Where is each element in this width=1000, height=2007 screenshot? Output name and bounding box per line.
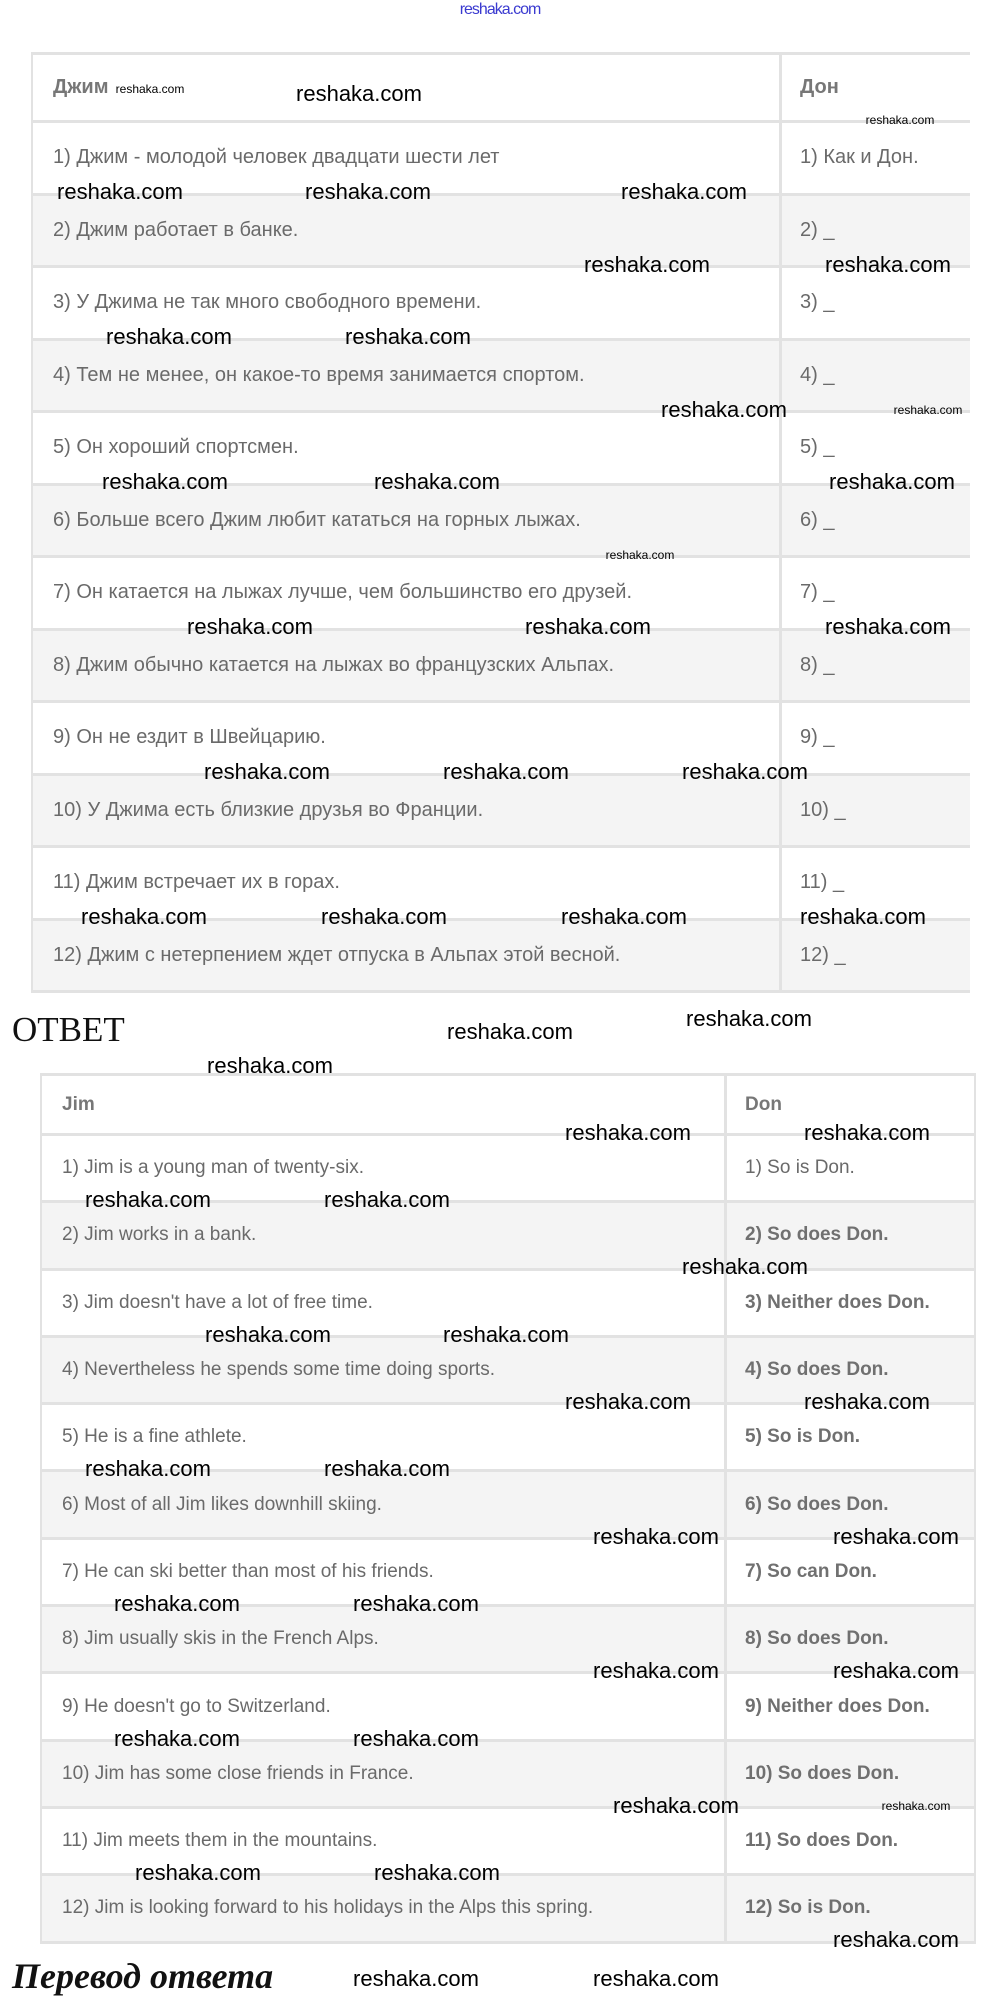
watermark-text: reshaka.com	[115, 82, 185, 96]
watermark-text: reshaka.com	[114, 1726, 240, 1751]
watermark-text: reshaka.com	[204, 759, 330, 784]
table-row	[42, 1136, 974, 1203]
watermark-text: reshaka.com	[800, 904, 926, 929]
watermark-text: reshaka.com	[353, 1726, 479, 1751]
table-row	[33, 848, 970, 921]
cell-don: 1) So is Don.	[745, 1157, 855, 1179]
watermark-text: reshaka.com	[593, 1658, 719, 1683]
cell-don: 11) _	[800, 871, 845, 894]
cell-jim: 10) Jim has some close friends in France.	[42, 1742, 727, 1806]
cell-jim: 4) Тем не менее, он какое-то время занимается спортом.	[33, 341, 782, 411]
watermark-text: reshaka.com	[447, 1019, 573, 1044]
watermark-text: reshaka.com	[593, 1524, 719, 1549]
watermark-text: reshaka.com	[102, 469, 228, 494]
cell-jim: 9) Он не ездит в Швейцарию.	[33, 703, 782, 773]
watermark-text: reshaka.com	[106, 324, 232, 349]
cell-don: 8) _	[800, 653, 835, 676]
cell-jim: 5) Он хороший спортсмен.	[33, 413, 782, 483]
cell-don: 9) _	[800, 726, 835, 749]
watermark-text: reshaka.com	[443, 759, 569, 784]
watermark-text: reshaka.com	[565, 1120, 691, 1145]
cell-jim: 12) Jim is looking forward to his holidays in the Alps this spring.	[42, 1876, 727, 1940]
watermark-text: reshaka.com	[825, 614, 951, 639]
table-row	[33, 341, 970, 414]
watermark-text: reshaka.com	[893, 403, 963, 417]
watermark-text: reshaka.com	[296, 81, 422, 106]
cell-don: 5) So is Don.	[745, 1426, 861, 1448]
cell-don: 9) Neither does Don.	[745, 1695, 930, 1717]
header-row	[33, 55, 970, 123]
watermark-text: reshaka.com	[593, 1966, 719, 1991]
watermark-text: reshaka.com	[682, 759, 808, 784]
cell-don: 7) So can Don.	[745, 1560, 877, 1582]
watermark-text: reshaka.com	[621, 179, 747, 204]
cell-jim: 10) У Джима есть близкие друзья во Франции.	[33, 776, 782, 846]
cell-don: 2) So does Don.	[745, 1224, 889, 1246]
watermark-text: reshaka.com	[324, 1456, 450, 1481]
cell-jim: 6) Most of all Jim likes downhill skiing.	[42, 1472, 727, 1536]
table-row	[33, 703, 970, 776]
cell-don: 6) _	[800, 508, 835, 531]
watermark-text: reshaka.com	[187, 614, 313, 639]
watermark-text: reshaka.com	[865, 113, 935, 127]
watermark-text: reshaka.com	[829, 469, 955, 494]
watermark-text: reshaka.com	[135, 1860, 261, 1885]
header-don: Дон	[800, 76, 839, 98]
header-don: Don	[745, 1093, 782, 1115]
watermark-text: reshaka.com	[85, 1456, 211, 1481]
cell-don: 12) So is Don.	[745, 1897, 871, 1919]
watermark-text: reshaka.com	[443, 1322, 569, 1347]
watermark-text: reshaka.com	[57, 179, 183, 204]
watermark-text: reshaka.com	[804, 1389, 930, 1414]
watermark-text: reshaka.com	[661, 397, 787, 422]
watermark-text: reshaka.com	[324, 1187, 450, 1212]
watermark-text: reshaka.com	[345, 324, 471, 349]
answer-heading: ОТВЕТ	[12, 1010, 125, 1049]
watermark-text: reshaka.com	[353, 1966, 479, 1991]
cell-jim: 2) Jim works in a bank.	[42, 1203, 727, 1267]
watermark-text: reshaka.com	[605, 548, 675, 562]
watermark-text: reshaka.com	[833, 1927, 959, 1952]
cell-don: 10) So does Don.	[745, 1762, 900, 1784]
header-jim: Jim	[42, 1076, 727, 1133]
cell-jim: 1) Джим - молодой человек двадцати шести лет	[33, 123, 782, 193]
watermark-text: reshaka.com	[205, 1322, 331, 1347]
top-link[interactable]: reshaka.com	[459, 1, 541, 18]
cell-don: 10) _	[800, 798, 846, 821]
cell-jim: 6) Больше всего Джим любит кататься на горных лыжах.	[33, 486, 782, 556]
table-row	[33, 413, 970, 486]
watermark-text: reshaka.com	[682, 1254, 808, 1279]
cell-jim: 5) He is a fine athlete.	[42, 1405, 727, 1469]
cell-don: 4) So does Don.	[745, 1359, 889, 1381]
table-row	[42, 1540, 974, 1607]
table-row	[42, 1472, 974, 1539]
task-table	[31, 52, 970, 993]
cell-jim: 8) Jim usually skis in the French Alps.	[42, 1607, 727, 1671]
translation-heading: Перевод ответа	[12, 1956, 274, 1996]
table-row	[42, 1809, 974, 1876]
cell-jim: 11) Jim meets them in the mountains.	[42, 1809, 727, 1873]
table-row	[33, 631, 970, 704]
table-row	[42, 1674, 974, 1741]
watermark-text: reshaka.com	[825, 252, 951, 277]
cell-don: 11) So does Don.	[745, 1830, 899, 1852]
cell-don: 3) Neither does Don.	[745, 1291, 930, 1313]
header-jim: Джим	[33, 55, 782, 120]
answer-table	[40, 1073, 976, 1944]
cell-jim: 8) Джим обычно катается на лыжах во французских Альпах.	[33, 631, 782, 701]
watermark-text: reshaka.com	[81, 904, 207, 929]
table-row	[42, 1271, 974, 1338]
watermark-text: reshaka.com	[833, 1524, 959, 1549]
cell-jim: 1) Jim is a young man of twenty-six.	[42, 1136, 727, 1200]
table-row	[42, 1607, 974, 1674]
watermark-text: reshaka.com	[207, 1053, 333, 1078]
cell-don: 3) _	[800, 291, 835, 314]
table-row	[33, 776, 970, 849]
header-row	[42, 1076, 974, 1136]
watermark-text: reshaka.com	[804, 1120, 930, 1145]
watermark-text: reshaka.com	[584, 252, 710, 277]
table-row	[33, 921, 970, 994]
table-row	[33, 486, 970, 559]
cell-don: 7) _	[800, 581, 835, 604]
cell-jim: 7) He can ski better than most of his friends.	[42, 1540, 727, 1604]
cell-don: 5) _	[800, 436, 835, 459]
watermark-text: reshaka.com	[881, 1799, 951, 1813]
cell-jim: 9) He doesn't go to Switzerland.	[42, 1674, 727, 1738]
watermark-text: reshaka.com	[114, 1591, 240, 1616]
table-row	[42, 1338, 974, 1405]
cell-jim: 7) Он катается на лыжах лучше, чем большинство его друзей.	[33, 558, 782, 628]
table-row	[42, 1203, 974, 1270]
cell-jim: 3) У Джима не так много свободного времени.	[33, 268, 782, 338]
cell-don: 8) So does Don.	[745, 1628, 889, 1650]
watermark-text: reshaka.com	[353, 1591, 479, 1616]
table-row	[33, 123, 970, 196]
watermark-text: reshaka.com	[686, 1006, 812, 1031]
watermark-text: reshaka.com	[374, 469, 500, 494]
cell-don: 1) Как и Дон.	[800, 146, 919, 169]
cell-jim: 2) Джим работает в банке.	[33, 196, 782, 266]
watermark-text: reshaka.com	[833, 1658, 959, 1683]
watermark-text: reshaka.com	[565, 1389, 691, 1414]
cell-jim: 4) Nevertheless he spends some time doing sports.	[42, 1338, 727, 1402]
watermark-text: reshaka.com	[374, 1860, 500, 1885]
table-row	[33, 196, 970, 269]
cell-don: 4) _	[800, 363, 835, 386]
watermark-text: reshaka.com	[85, 1187, 211, 1212]
watermark-text: reshaka.com	[561, 904, 687, 929]
watermark-text: reshaka.com	[305, 179, 431, 204]
cell-jim: 12) Джим с нетерпением ждет отпуска в Альпах этой весной.	[33, 921, 782, 991]
cell-don: 6) So does Don.	[745, 1493, 889, 1515]
cell-jim: 11) Джим встречает их в горах.	[33, 848, 782, 918]
table-row	[42, 1405, 974, 1472]
table-row	[42, 1742, 974, 1809]
cell-jim: 3) Jim doesn't have a lot of free time.	[42, 1271, 727, 1335]
table-row	[42, 1876, 974, 1943]
table-row	[33, 268, 970, 341]
watermark-text: reshaka.com	[321, 904, 447, 929]
cell-don: 12) _	[800, 943, 846, 966]
watermark-text: reshaka.com	[525, 614, 651, 639]
table-row	[33, 558, 970, 631]
watermark-text: reshaka.com	[613, 1793, 739, 1818]
cell-don: 2) _	[800, 218, 835, 241]
